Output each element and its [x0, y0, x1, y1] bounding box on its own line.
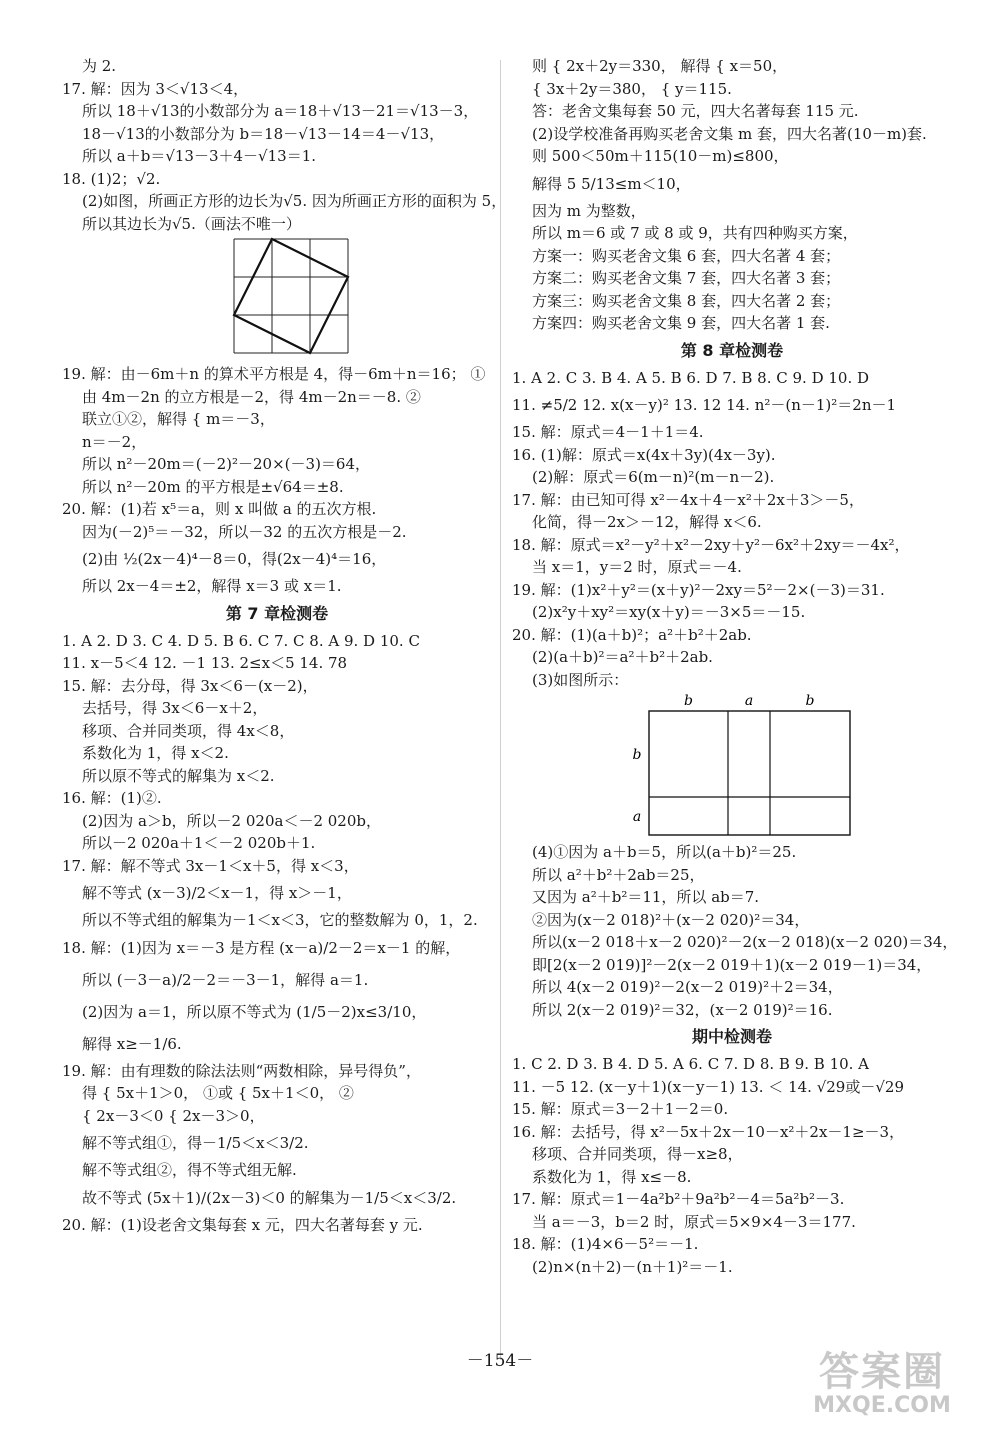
text-line: 去括号，得 3x＜6－x＋2， [82, 699, 268, 717]
text-line: 15. 解：去分母，得 3x＜6－(x－2)， [62, 676, 318, 695]
text-line: 解不等式 (x－3)/2＜x－1，得 x＞－1， [82, 884, 352, 902]
watermark-logo [782, 1350, 982, 1420]
text-line: 即[2(x－2 019)]²－2(x－2 019＋1)(x－2 019－1)＝34， [532, 955, 932, 974]
text-line: 20. 解：(1)(a＋b)²；a²＋b²＋2ab. [512, 625, 752, 644]
label-top-b: b [684, 693, 693, 709]
text-line: 联立①②，解得 { m＝－3， [82, 410, 275, 428]
text-line: 18. 解：原式＝x²－y²＋x²－2xy＋y²－6x²＋2xy＝－4x²， [512, 535, 910, 554]
text-line: 19. 解：由－6m＋n 的算术平方根是 4，得－6m＋n＝16； ① [62, 365, 486, 383]
text-line: 方案二：购买老舍文集 7 套，四大名著 3 套； [532, 269, 841, 287]
text-line: 方案一：购买老舍文集 6 套，四大名著 4 套； [532, 246, 841, 265]
section-heading: 期中检测卷 [691, 1027, 772, 1046]
text-line: 因为(－2)⁵＝－32，所以－32 的五次方根是－2. [82, 522, 407, 541]
text-line: 16. 解：(1)②. [62, 789, 162, 807]
text-line: 则 { 2x＋2y＝330， 解得 { x＝50， [532, 57, 788, 75]
text-line: 移项、合并同类项，得 4x＜8， [82, 721, 295, 740]
text-line: 所以 4(x－2 019)²－2(x－2 019)²＋2＝34， [532, 978, 843, 996]
section-heading: 第 7 章检测卷 [225, 603, 329, 623]
left-column [62, 55, 507, 1236]
text-line: 所以其边长为√5.（画法不唯一） [82, 214, 301, 233]
text-line: (2)n×(n＋2)－(n＋1)²＝－1. [532, 1257, 733, 1276]
text-line: 15. 解：原式＝4－1＋1＝4. [512, 423, 704, 441]
text-line: 所以 n²－20m＝(－2)²－20×(－3)＝64， [82, 455, 371, 473]
text-line: (2)因为 a＝1，所以原不等式为 (1/5－2)x≤3/10， [82, 1002, 427, 1021]
text-line: (2)x²y＋xy²＝xy(x＋y)＝－3×5＝－15. [532, 603, 806, 621]
text-line: 为 2. [82, 57, 117, 75]
text-line: (2)如图，所画正方形的边长为√5. 因为所画正方形的面积为 5， [82, 192, 507, 210]
text-line: 方案四：购买老舍文集 9 套，四大名著 1 套. [532, 314, 830, 332]
text-line: 解得 5 5/13≤m＜10， [532, 174, 691, 193]
text-line: 解不等式组①，得－1/5＜x＜3/2. [82, 1134, 309, 1152]
text-line: 20. 解：(1)设老舍文集每套 x 元，四大名著每套 y 元. [62, 1215, 423, 1234]
text-line: 方案三：购买老舍文集 8 套，四大名著 2 套； [532, 291, 841, 310]
text-line: 解不等式组②，得不等式组无解. [82, 1161, 297, 1179]
text-line: 所以 m＝6 或 7 或 8 或 9，共有四种购买方案， [532, 224, 858, 242]
right-column [512, 55, 958, 1278]
text-line: 所以 2x－4＝±2，解得 x＝3 或 x＝1. [82, 577, 342, 595]
label-top-a: a [744, 693, 754, 709]
text-line: 17. 解：原式＝1－4a²b²＋9a²b²－4＝5a²b²－3. [512, 1190, 845, 1208]
text-line: 所以 2(x－2 019)²＝32，(x－2 019)²＝16. [532, 1000, 833, 1019]
text-line: 18－√13的小数部分为 b＝18－√13－14＝4－√13， [82, 124, 445, 143]
text-line: 当 x＝1，y＝2 时，原式＝－4. [532, 558, 742, 576]
text-line: 16. 解：去括号，得 x²－5x＋2x－10－x²＋2x－1≥－3， [512, 1122, 905, 1141]
page-number: －154－ [466, 1351, 534, 1371]
text-line: 1. C 2. D 3. B 4. D 5. A 6. C 7. D 8. B 9. B 10. A [512, 1055, 870, 1073]
text-line: 得 { 5x＋1＞0， ①或 { 5x＋1＜0， ② [82, 1084, 354, 1102]
text-line: 1. A 2. D 3. C 4. D 5. B 6. C 7. C 8. A 9. D 10. C [62, 631, 420, 650]
text-line: 移项、合并同类项，得－x≥8， [532, 1145, 743, 1163]
text-line: 所以 18＋√13的小数部分为 a＝18＋√13－21＝√13－3， [82, 102, 479, 120]
text-line: (2)解：原式＝6(m－n)²(m－n－2). [532, 468, 775, 486]
text-line: 所以不等式组的解集为－1＜x＜3，它的整数解为 0，1，2. [82, 911, 478, 929]
text-line: (2)由 ½(2x－4)⁴－8＝0，得(2x－4)⁴＝16， [82, 550, 387, 568]
grid-svg [62, 235, 492, 363]
watermark-sub-text: MXQE.COM [813, 1393, 951, 1418]
text-line: 故不等式 (5x＋1)/(2x－3)＜0 的解集为－1/5＜x＜3/2. [82, 1188, 457, 1207]
text-line: 18. (1)2；√2. [62, 169, 161, 188]
text-line: 所以原不等式的解集为 x＜2. [82, 766, 275, 785]
text-line: 由 4m－2n 的立方根是－2，得 4m－2n＝－8. ② [82, 387, 421, 406]
text-line: 20. 解：(1)若 x⁵＝a，则 x 叫做 a 的五次方根. [62, 500, 377, 518]
text-line: 19. 解：(1)x²＋y²＝(x＋y)²－2xy＝5²－2×(－3)＝31. [512, 580, 885, 599]
text-line: 因为 m 为整数， [532, 201, 646, 220]
text-line: 11. －5 12. (x－y＋1)(x－y－1) 13. ＜ 14. √29或－√29 [512, 1077, 904, 1096]
text-line: 答：老舍文集每套 50 元，四大名著每套 115 元. [532, 102, 859, 120]
text-line: 所以 a²＋b²＋2ab＝25， [532, 865, 705, 884]
text-line: 又因为 a²＋b²＝11，所以 ab＝7. [532, 888, 760, 906]
label-left-b: b [632, 747, 642, 763]
text-line: 所以 (－3－a)/2－2＝－3－1，解得 a＝1. [82, 970, 369, 989]
text-line: 17. 解：因为 3＜√13＜4， [62, 79, 249, 98]
label-top-b: b [805, 693, 815, 709]
text-line: 11. x－5＜4 12. －1 13. 2≤x＜5 14. 78 [62, 654, 348, 672]
text-line: 17. 解：由已知可得 x²－4x＋4－x²＋2x＋3＞－5， [512, 490, 864, 509]
text-line: 19. 解：由有理数的除法法则“两数相除，异号得负”， [62, 1061, 421, 1080]
label-left-a: a [632, 809, 642, 825]
text-line: 17. 解：解不等式 3x－1＜x＋5，得 x＜3， [62, 856, 359, 875]
text-line: 当 a＝－3，b＝2 时，原式＝5×9×4－3＝177. [532, 1212, 856, 1231]
outer-rect [649, 711, 850, 835]
text-line: 所以 a＋b＝√13－3＋4－√13＝1. [82, 147, 317, 165]
watermark-main-text: 答案圈 [819, 1349, 945, 1395]
text-line: 化简，得－2x＞－12，解得 x＜6. [532, 513, 762, 531]
rectangle-figure [512, 691, 952, 841]
text-line: 所以(x－2 018＋x－2 020)²－2(x－2 018)(x－2 020)＝34， [532, 933, 958, 951]
square-grid-figure [62, 235, 492, 363]
text-line: 11. ≠5/2 12. x(x－y)² 13. 12 14. n²－(n－1)²＝2n－1 [512, 396, 897, 414]
tilted-square [234, 239, 348, 353]
rectangle-svg [512, 691, 952, 841]
section-heading: 第 8 章检测卷 [680, 340, 784, 360]
text-line: 所以－2 020a＋1＜－2 020b＋1. [82, 834, 316, 852]
column-divider [500, 60, 501, 1360]
text-line: 系数化为 1，得 x≤－8. [532, 1167, 692, 1186]
text-line: { 3x＋2y＝380， { y＝115. [532, 79, 732, 98]
text-line: (2)设学校准备再购买老舍文集 m 套，四大名著(10－m)套. [532, 124, 927, 143]
text-line: ②因为(x－2 018)²＋(x－2 020)²＝34， [532, 910, 810, 929]
text-line: (2)因为 a＞b，所以－2 020a＜－2 020b， [82, 811, 381, 830]
text-line: (3)如图所示： [532, 670, 629, 689]
text-line: 18. 解：(1)4×6－5²＝－1. [512, 1235, 699, 1253]
text-line: (2)(a＋b)²＝a²＋b²＋2ab. [532, 648, 713, 666]
text-line: 18. 解：(1)因为 x＝－3 是方程 (x－a)/2－2＝x－1 的解， [62, 938, 461, 957]
text-line: n＝－2， [82, 432, 147, 451]
text-line: 1. A 2. C 3. B 4. A 5. B 6. D 7. B 8. C 9. D 10. D [512, 368, 870, 387]
text-line: 16. (1)解：原式＝x(4x＋3y)(4x－3y). [512, 445, 776, 464]
text-line: 系数化为 1，得 x＜2. [82, 744, 229, 762]
text-line: 则 500＜50m＋115(10－m)≤800， [532, 147, 789, 165]
text-line: (4)①因为 a＋b＝5，所以(a＋b)²＝25. [532, 843, 797, 861]
text-line: 15. 解：原式＝3－2＋1－2＝0. [512, 1100, 729, 1118]
text-line: 所以 n²－20m 的平方根是±√64＝±8. [82, 477, 344, 496]
text-line: 解得 x≥－1/6. [82, 1034, 182, 1053]
text-line: { 2x－3＜0 { 2x－3＞0， [82, 1106, 265, 1125]
